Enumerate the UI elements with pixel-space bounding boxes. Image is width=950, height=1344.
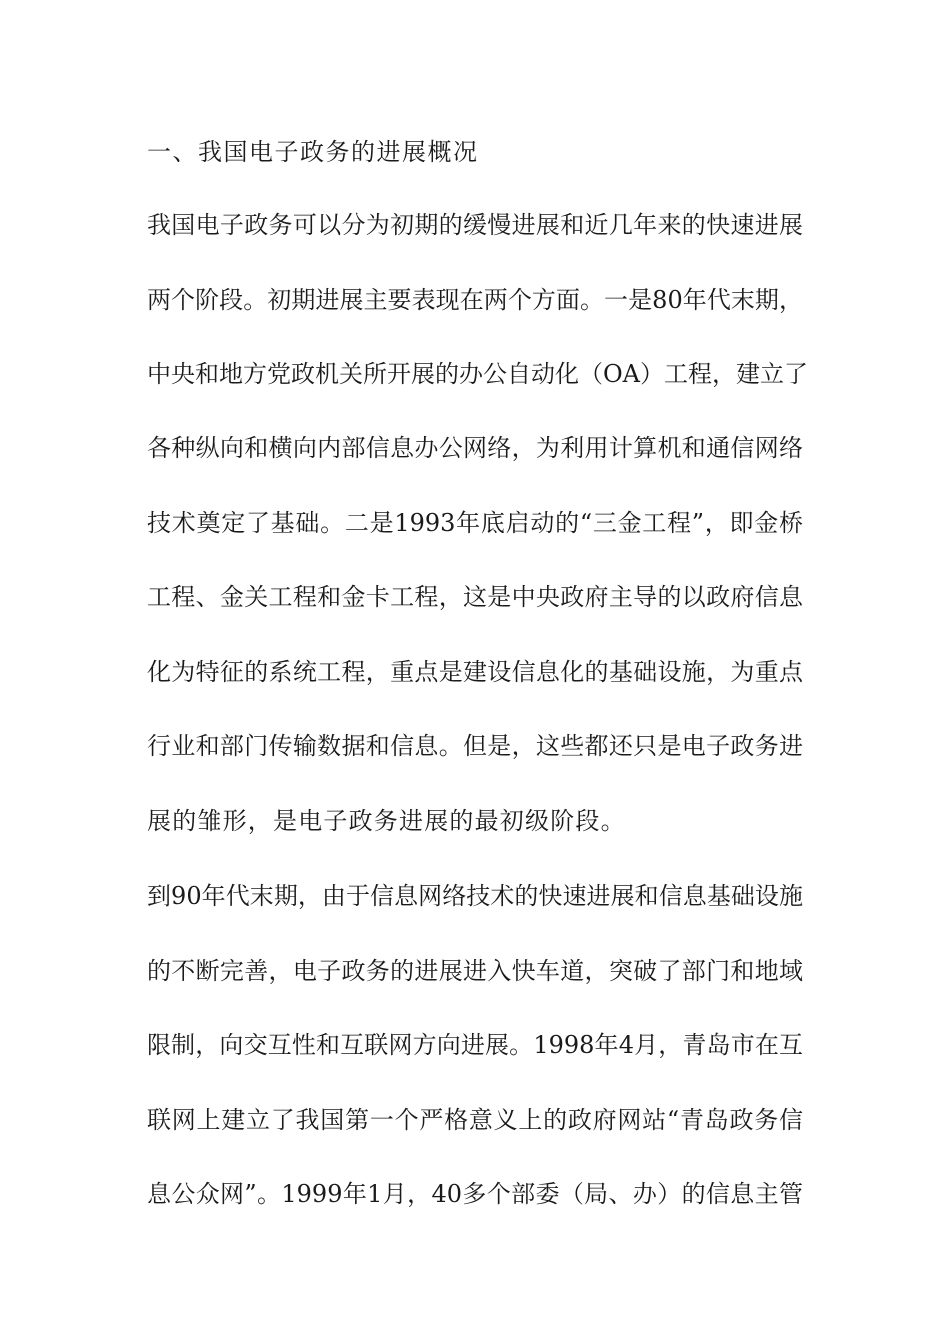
paragraph-line: 两个阶段。初期进展主要表现在两个方面。一是80年代末期， xyxy=(147,286,803,314)
paragraph-line: 到90年代末期，由于信息网络技术的快速进展和信息基础设施 xyxy=(147,882,803,910)
paragraph-line: 技术奠定了基础。二是1993年底启动的“三金工程”，即金桥 xyxy=(147,509,803,537)
paragraph-line: 工程、金关工程和金卡工程，这是中央政府主导的以政府信息 xyxy=(147,583,803,611)
paragraph-line: 中央和地方党政机关所开展的办公自动化（OA）工程，建立了 xyxy=(147,360,809,388)
paragraph-line: 化为特征的系统工程，重点是建设信息化的基础设施，为重点 xyxy=(147,658,803,686)
paragraph-line: 息公众网”。1999年1月，40多个部委（局、办）的信息主管 xyxy=(147,1180,803,1208)
paragraph-line: 的不断完善，电子政务的进展进入快车道，突破了部门和地域 xyxy=(147,957,803,985)
paragraph-line: 我国电子政务可以分为初期的缓慢进展和近几年来的快速进展 xyxy=(147,211,803,239)
section-heading: 一、我国电子政务的进展概况 xyxy=(147,138,479,166)
paragraph-line: 限制，向交互性和互联网方向进展。1998年4月，青岛市在互 xyxy=(147,1031,803,1059)
paragraph-line: 联网上建立了我国第一个严格意义上的政府网站“青岛政务信 xyxy=(147,1106,803,1134)
paragraph-line-last: 展的雏形，是电子政务进展的最初级阶段。 xyxy=(147,807,626,835)
paragraph-line: 各种纵向和横向内部信息办公网络，为利用计算机和通信网络 xyxy=(147,434,803,462)
paragraph-line: 行业和部门传输数据和信息。但是，这些都还只是电子政务进 xyxy=(147,732,803,760)
